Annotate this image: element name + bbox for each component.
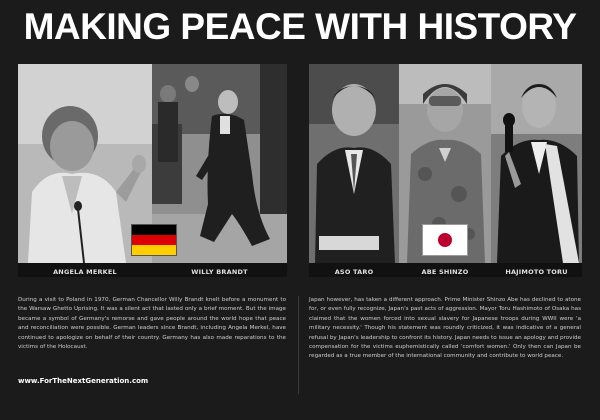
- column-divider: [298, 296, 299, 394]
- hashimoto-photo: [491, 64, 582, 263]
- website-link[interactable]: www.ForTheNextGeneration.com: [18, 377, 149, 385]
- japan-flag-icon: [422, 224, 468, 256]
- germany-flag-icon: [131, 224, 177, 256]
- caption-merkel: ANGELA MERKEL: [53, 268, 117, 276]
- caption-brandt: WILLY BRANDT: [191, 268, 248, 276]
- page-title: MAKING PEACE WITH HISTORY: [23, 6, 577, 47]
- japan-photo-panel: [309, 64, 582, 277]
- aso-photo: [309, 64, 399, 263]
- caption-abe: ABE SHINZO: [421, 268, 469, 276]
- caption-aso: ASO TARO: [334, 268, 374, 276]
- caption-hashimoto: HAJIMOTO TORU: [505, 268, 568, 276]
- germany-paragraph: During a visit to Poland in 1970, German Chancellor Willy Brandt knelt before a monument to the Warsaw Ghetto Uprising. It was a silent act that lasted only a brief moment. But the image became a symbol of Germany's remorse and gave people around the world hope that peace and reconciliation were possible. German leaders since Brandt, including Angela Merkel, have continued to apologize on behalf of their country. Germany has also made reparations to the victims of the Holocaust.: [18, 297, 286, 351]
- germany-photo-panel: [18, 64, 287, 277]
- japan-paragraph: Japan however, has taken a different approach. Prime Minister Shinzo Abe has declined to atone for, or even fully recognize, Japan's past acts of aggression. Mayor Toru Hashimoto of Osaka has claimed that the women forced into sexual slavery for Japanese troops during WWII were 'a military necessity.' Though his statement was roundly criticized, it was indicative of a general refusal by Japan's leadership to confront its history. Japan needs to issue an apology and provide compensation for the victims euphemistically called 'comfort women.' Only then can Japan be regarded as a true member of the international community and contribute to world peace.: [309, 297, 581, 360]
